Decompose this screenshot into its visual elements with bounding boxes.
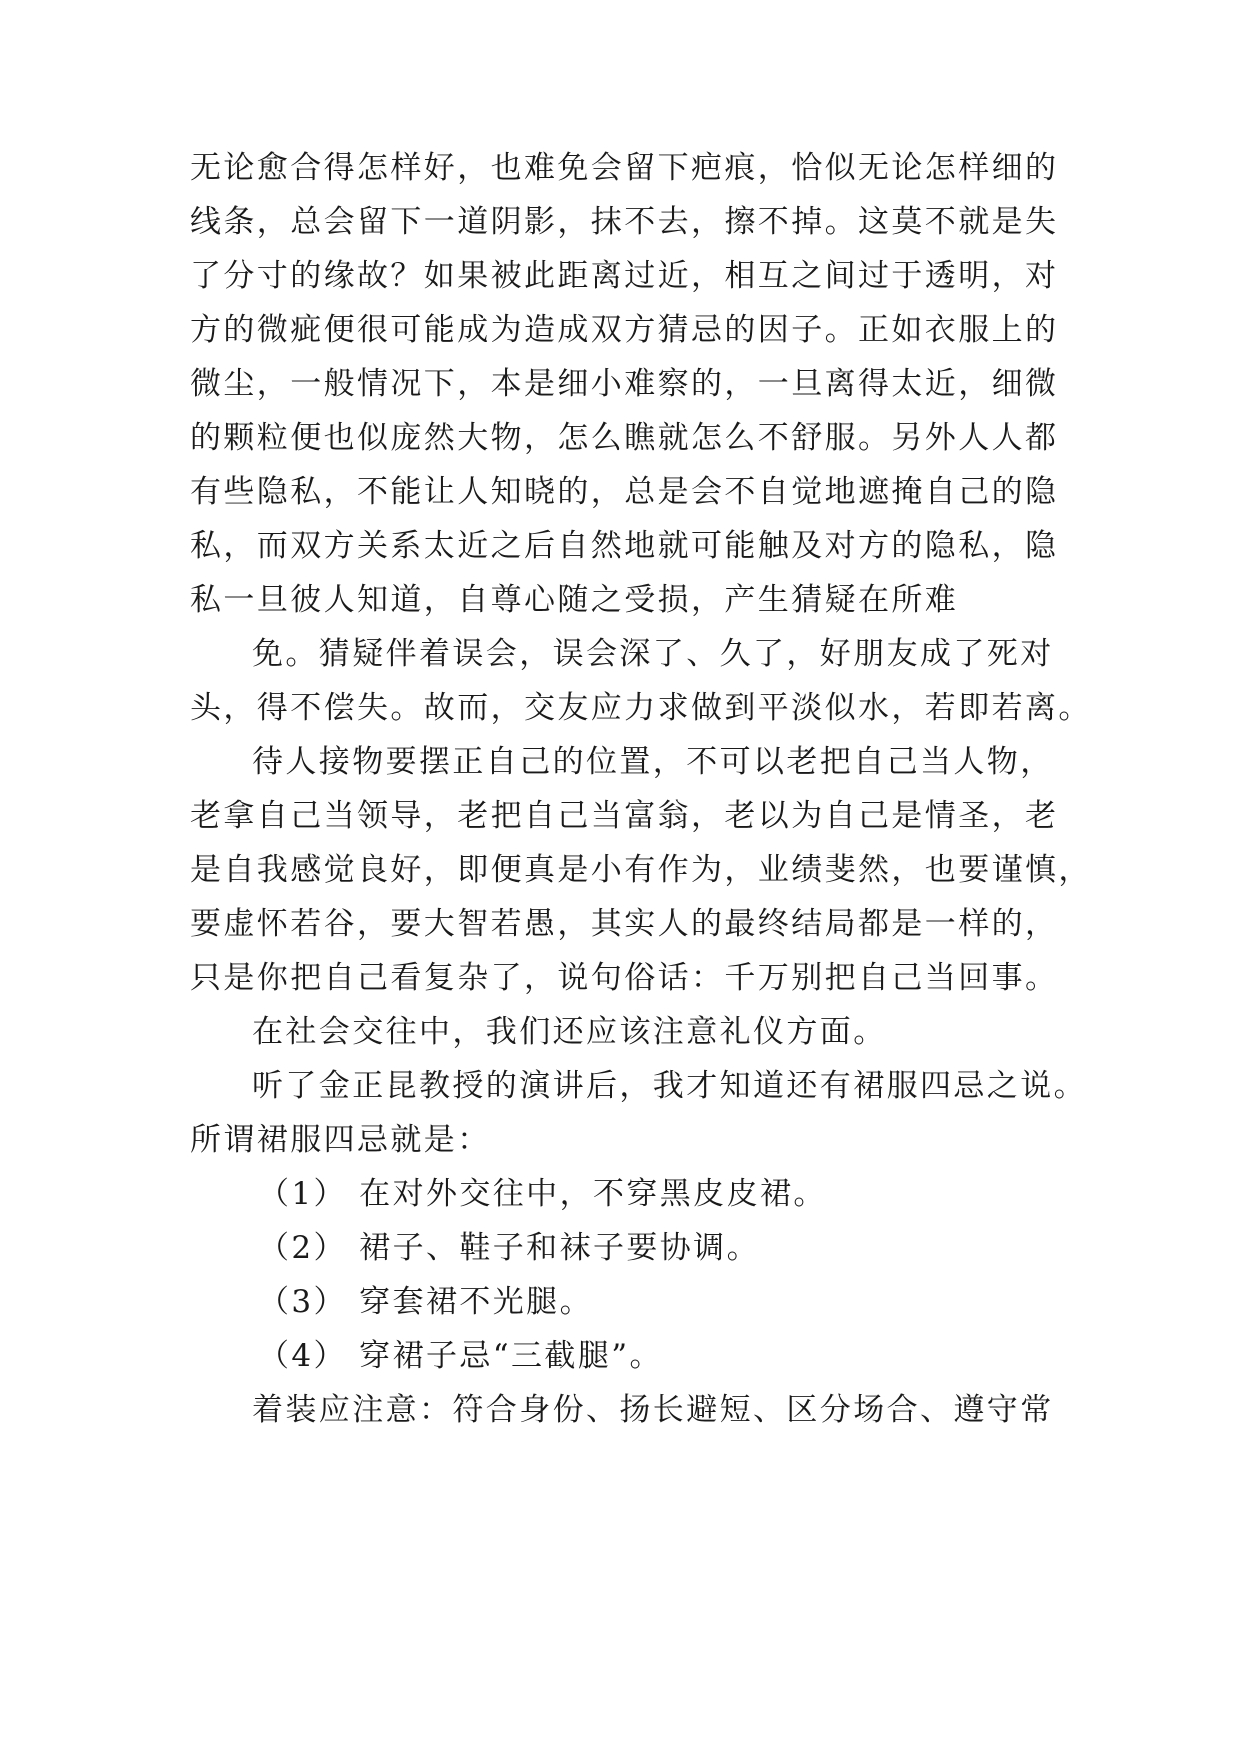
- paragraph-line-8: 私，而双方关系太近之后自然地就可能触及对方的隐私，隐: [190, 528, 1059, 564]
- list-item-4: （4） 穿裙子忌“三截腿”。: [258, 1338, 663, 1374]
- paragraph-line-2: 线条，总会留下一道阴影，抹不去，擦不掉。这莫不就是失: [190, 204, 1059, 240]
- paragraph-line-5: 微尘，一般情况下，本是细小难察的，一旦离得太近，细微: [190, 366, 1059, 402]
- paragraph-line-10: 免。猜疑伴着误会，误会深了、久了，好朋友成了死对: [252, 636, 1054, 672]
- list-item-3: （3） 穿套裙不光腿。: [258, 1284, 593, 1320]
- paragraph-line-24: 着装应注意：符合身份、扬长避短、区分场合、遵守常: [252, 1392, 1054, 1428]
- paragraph-line-17: 在社会交往中，我们还应该注意礼仪方面。: [252, 1014, 887, 1050]
- paragraph-line-9: 私一旦彼人知道，自尊心随之受损，产生猜疑在所难: [190, 582, 959, 618]
- paragraph-line-6: 的颗粒便也似庞然大物，怎么瞧就怎么不舒服。另外人人都: [190, 420, 1059, 456]
- list-item-1: （1） 在对外交往中，不穿黑皮皮裙。: [258, 1176, 827, 1212]
- list-item-2: （2） 裙子、鞋子和袜子要协调。: [258, 1230, 760, 1266]
- paragraph-line-7: 有些隐私，不能让人知晓的，总是会不自觉地遮掩自己的隐: [190, 474, 1059, 510]
- paragraph-line-15: 要虚怀若谷，要大智若愚，其实人的最终结局都是一样的，: [190, 906, 1059, 942]
- paragraph-line-18: 听了金正昆教授的演讲后，我才知道还有裙服四忌之说。: [252, 1068, 1087, 1104]
- paragraph-line-13: 老拿自己当领导，老把自己当富翁，老以为自己是情圣，老: [190, 798, 1059, 834]
- paragraph-line-3: 了分寸的缘故？如果被此距离过近，相互之间过于透明，对: [190, 258, 1059, 294]
- paragraph-line-4: 方的微疵便很可能成为造成双方猜忌的因子。正如衣服上的: [190, 312, 1059, 348]
- paragraph-line-19: 所谓裙服四忌就是：: [190, 1122, 491, 1158]
- paragraph-line-11: 头，得不偿失。故而，交友应力求做到平淡似水，若即若离。: [190, 690, 1092, 726]
- paragraph-line-14: 是自我感觉良好，即便真是小有作为，业绩斐然，也要谨慎，: [190, 852, 1092, 888]
- paragraph-line-1: 无论愈合得怎样好，也难免会留下疤痕，恰似无论怎样细的: [190, 150, 1059, 186]
- paragraph-line-12: 待人接物要摆正自己的位置，不可以老把自己当人物，: [252, 744, 1054, 780]
- paragraph-line-16: 只是你把自己看复杂了，说句俗话：千万别把自己当回事。: [190, 960, 1059, 996]
